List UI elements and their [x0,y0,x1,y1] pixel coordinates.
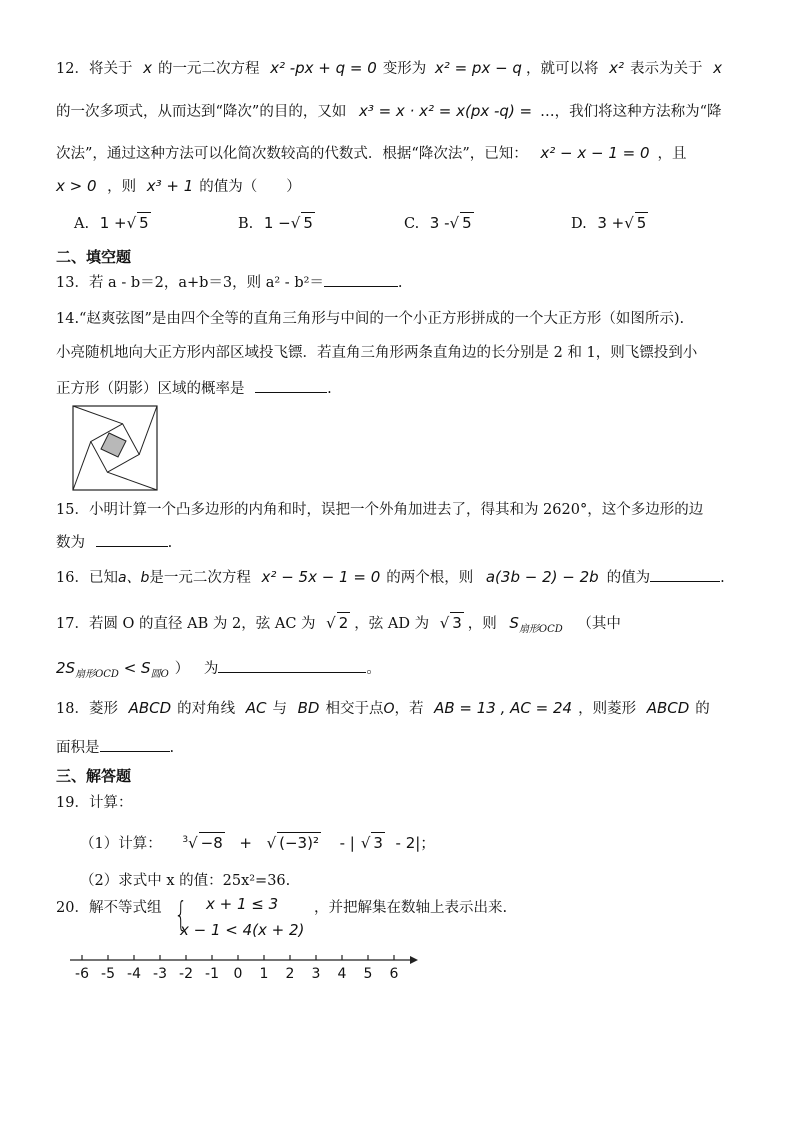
option-c[interactable] [404,212,474,234]
text: 的对角线 [177,701,236,717]
q19-head: 19．计算： [56,795,133,811]
math-var: ABCD [128,699,172,717]
tick-label: -3 [153,966,167,982]
text: . [327,381,332,397]
answer-blank[interactable] [100,737,170,752]
sqrt-sign: √ [126,214,137,232]
radicand: 5 [462,214,472,232]
radicand: 5 [636,214,647,232]
math-var: S [509,614,519,632]
q19-part2: （2）求式中 x 的值：25x²=36. [80,873,291,889]
text: （其中 [577,616,621,632]
option-label: B. [238,216,254,232]
q16 [56,567,725,588]
option-value: 1 + [99,214,127,232]
tick-label: -6 [75,966,89,982]
option-value: 1 − [263,214,291,232]
tick-label: -5 [101,966,115,982]
tick-label: -2 [179,966,193,982]
radicand: (−3)² [279,833,319,852]
text: 的值为（ ） [199,179,301,195]
q15-line1: 15．小明计算一个凸多边形的内角和时，误把一个外角加进去了，得其和为 2620°，这个多边形的边 [56,502,704,518]
operator: + [239,833,252,852]
tick-label: 3 [311,966,321,982]
equation: x² − x − 1 = 0 [540,144,650,162]
option-value: 3 - [429,214,450,232]
sqrt-sign: √ [266,833,277,852]
tick-label: -4 [127,966,141,982]
q14-line2: 小亮随机地向大正方形内部区域投飞镖．若直角三角形两条直角边的长分别是 2 和 1，则飞镖投到小 [56,345,698,361]
text: . [169,740,175,756]
brace: { [174,895,188,935]
equation: x² -px + q = 0 [270,59,377,77]
expression: a(3b − 2) − 2b [485,568,599,586]
q20-instruction: ，并把解集在数轴上表示出来. [314,900,508,916]
tick-label: 1 [259,966,269,982]
sqrt-sign: √ [360,833,371,852]
text: ，弦 AD 为 [354,616,430,632]
tick-label: -1 [205,966,219,982]
condition: 2S [56,659,76,677]
tick-label: 4 [337,966,347,982]
text: - 2|； [395,833,436,852]
q12-line2 [56,101,722,122]
equation: x > 0 [56,177,97,195]
sqrt-sign: √ [624,214,634,232]
text: 17．若圆 O 的直径 AB 为 2，弦 AC 为 [56,616,316,632]
text: . [167,535,173,551]
subscript: 扇形OCD [75,668,119,680]
q18-line1 [56,698,710,719]
option-b[interactable] [238,212,315,234]
q12-line4 [56,176,301,197]
text: 为 [203,661,219,677]
inequality-2: x − 1 < 4(x + 2) [180,921,305,939]
question-number: 12． [56,61,89,77]
text: （1）计算： [80,835,162,852]
subscript: 圆O [150,668,169,680]
math-var: a、b [117,570,150,586]
q19-part1 [80,830,435,854]
text: 表示为关于 [629,61,703,77]
math-var: ABCD [646,699,690,717]
text: …，我们将这种方法称为“降 [540,104,722,120]
tick-label: 5 [363,966,373,982]
text: 。 [366,661,381,677]
equation: AB = 13 , AC = 24 [434,699,573,717]
sqrt-sign: √ [290,214,301,232]
text: 面积是 [56,740,100,756]
equation: x³ = x · x² = x(px -q) = [358,102,533,120]
text: 18．菱形 [56,701,118,717]
text: 与 [272,701,287,717]
math-var: BD [297,699,320,717]
section-heading: 二、填空题 [56,248,132,266]
text: 的 [695,701,710,717]
tick-label: 0 [233,966,243,982]
math-var: AC [245,699,267,717]
radicand: −8 [200,833,223,852]
option-label: A. [74,216,90,232]
text: 数为 [56,535,85,551]
root-index: 3 [182,835,189,845]
radicand: 5 [303,214,313,232]
text: . [397,275,403,291]
text: 的一次多项式，从而达到“降次”的目的，又如 [56,104,347,120]
subscript: 扇形OCD [518,623,563,635]
radicand: 5 [139,214,149,232]
number-line[interactable] [66,948,418,986]
inequality-1: x + 1 ≤ 3 [206,895,279,913]
text: ，则 [467,616,497,632]
text: 的一元二次方程 [157,61,260,77]
q20-label: 20．解不等式组 [56,900,162,916]
sqrt-sign: √ [449,214,460,232]
math-var: O [383,701,395,717]
tick-label: 2 [285,966,295,982]
q12-line1 [56,58,722,79]
equation: x³ + 1 [146,177,194,195]
math-var: x [713,59,722,77]
option-value: 3 + [597,214,625,232]
sqrt-sign: √ [439,614,450,632]
text: 正方形（阴影）区域的概率是 [56,381,245,397]
text: ，若 [394,701,424,717]
q18-line2 [56,737,174,758]
text: 将关于 [88,61,133,77]
condition: < S [118,659,151,677]
operator: - | [339,833,355,852]
text: 16．已知 [56,570,118,586]
q15-line2 [56,532,172,553]
text: 的两个根，则 [386,570,474,586]
answer-blank[interactable] [96,532,168,547]
tick-group [75,955,399,982]
q17-line1 [56,612,621,640]
tick-label: 6 [389,966,399,982]
text: 次法”，通过这种方法可以化简次数较高的代数式．根据“降次法”，已知： [56,146,528,162]
answer-blank[interactable] [255,378,327,393]
radicand: 3 [373,833,383,852]
text: ） [174,661,190,677]
option-label: D. [571,216,587,232]
radicand: 3 [452,614,462,632]
radicand: 2 [338,614,349,632]
equation: x² − 5x − 1 = 0 [261,568,381,586]
text: ，则菱形 [578,701,637,717]
zhao-shuang-diagram [72,405,158,491]
math-var: x² [609,59,624,77]
text: ，则 [107,179,137,195]
text: 变形为 [382,61,427,77]
q12-line3 [56,143,687,164]
math-var: x [143,59,152,77]
option-label: C. [404,216,420,232]
text: 的值为 [606,570,651,586]
q14-line1: 14.“赵爽弦图”是由四个全等的直角三角形与中间的一个小正方形拼成的一个大正方形（如图所示). [56,311,685,327]
text: 相交于点 [325,701,384,717]
sqrt-sign: √ [188,833,198,852]
answer-blank[interactable] [324,272,398,287]
answer-blank[interactable] [218,658,366,673]
text: 13．若 a - b＝2，a+b＝3，则 a² - b²＝ [56,275,324,291]
text: 是一元二次方程 [149,570,251,586]
equation: x² = px − q [434,59,522,77]
q14-line3 [56,378,332,399]
option-a[interactable] [74,212,151,234]
q13 [56,272,403,293]
arrow-icon [410,956,418,964]
option-d[interactable] [571,212,648,234]
text: ，就可以将 [525,61,599,77]
sqrt-sign: √ [326,614,336,632]
answer-blank[interactable] [650,567,720,582]
text: ，且 [657,146,687,162]
text: . [720,570,725,586]
section-heading: 三、解答题 [56,767,132,785]
q17-line2 [56,658,381,685]
